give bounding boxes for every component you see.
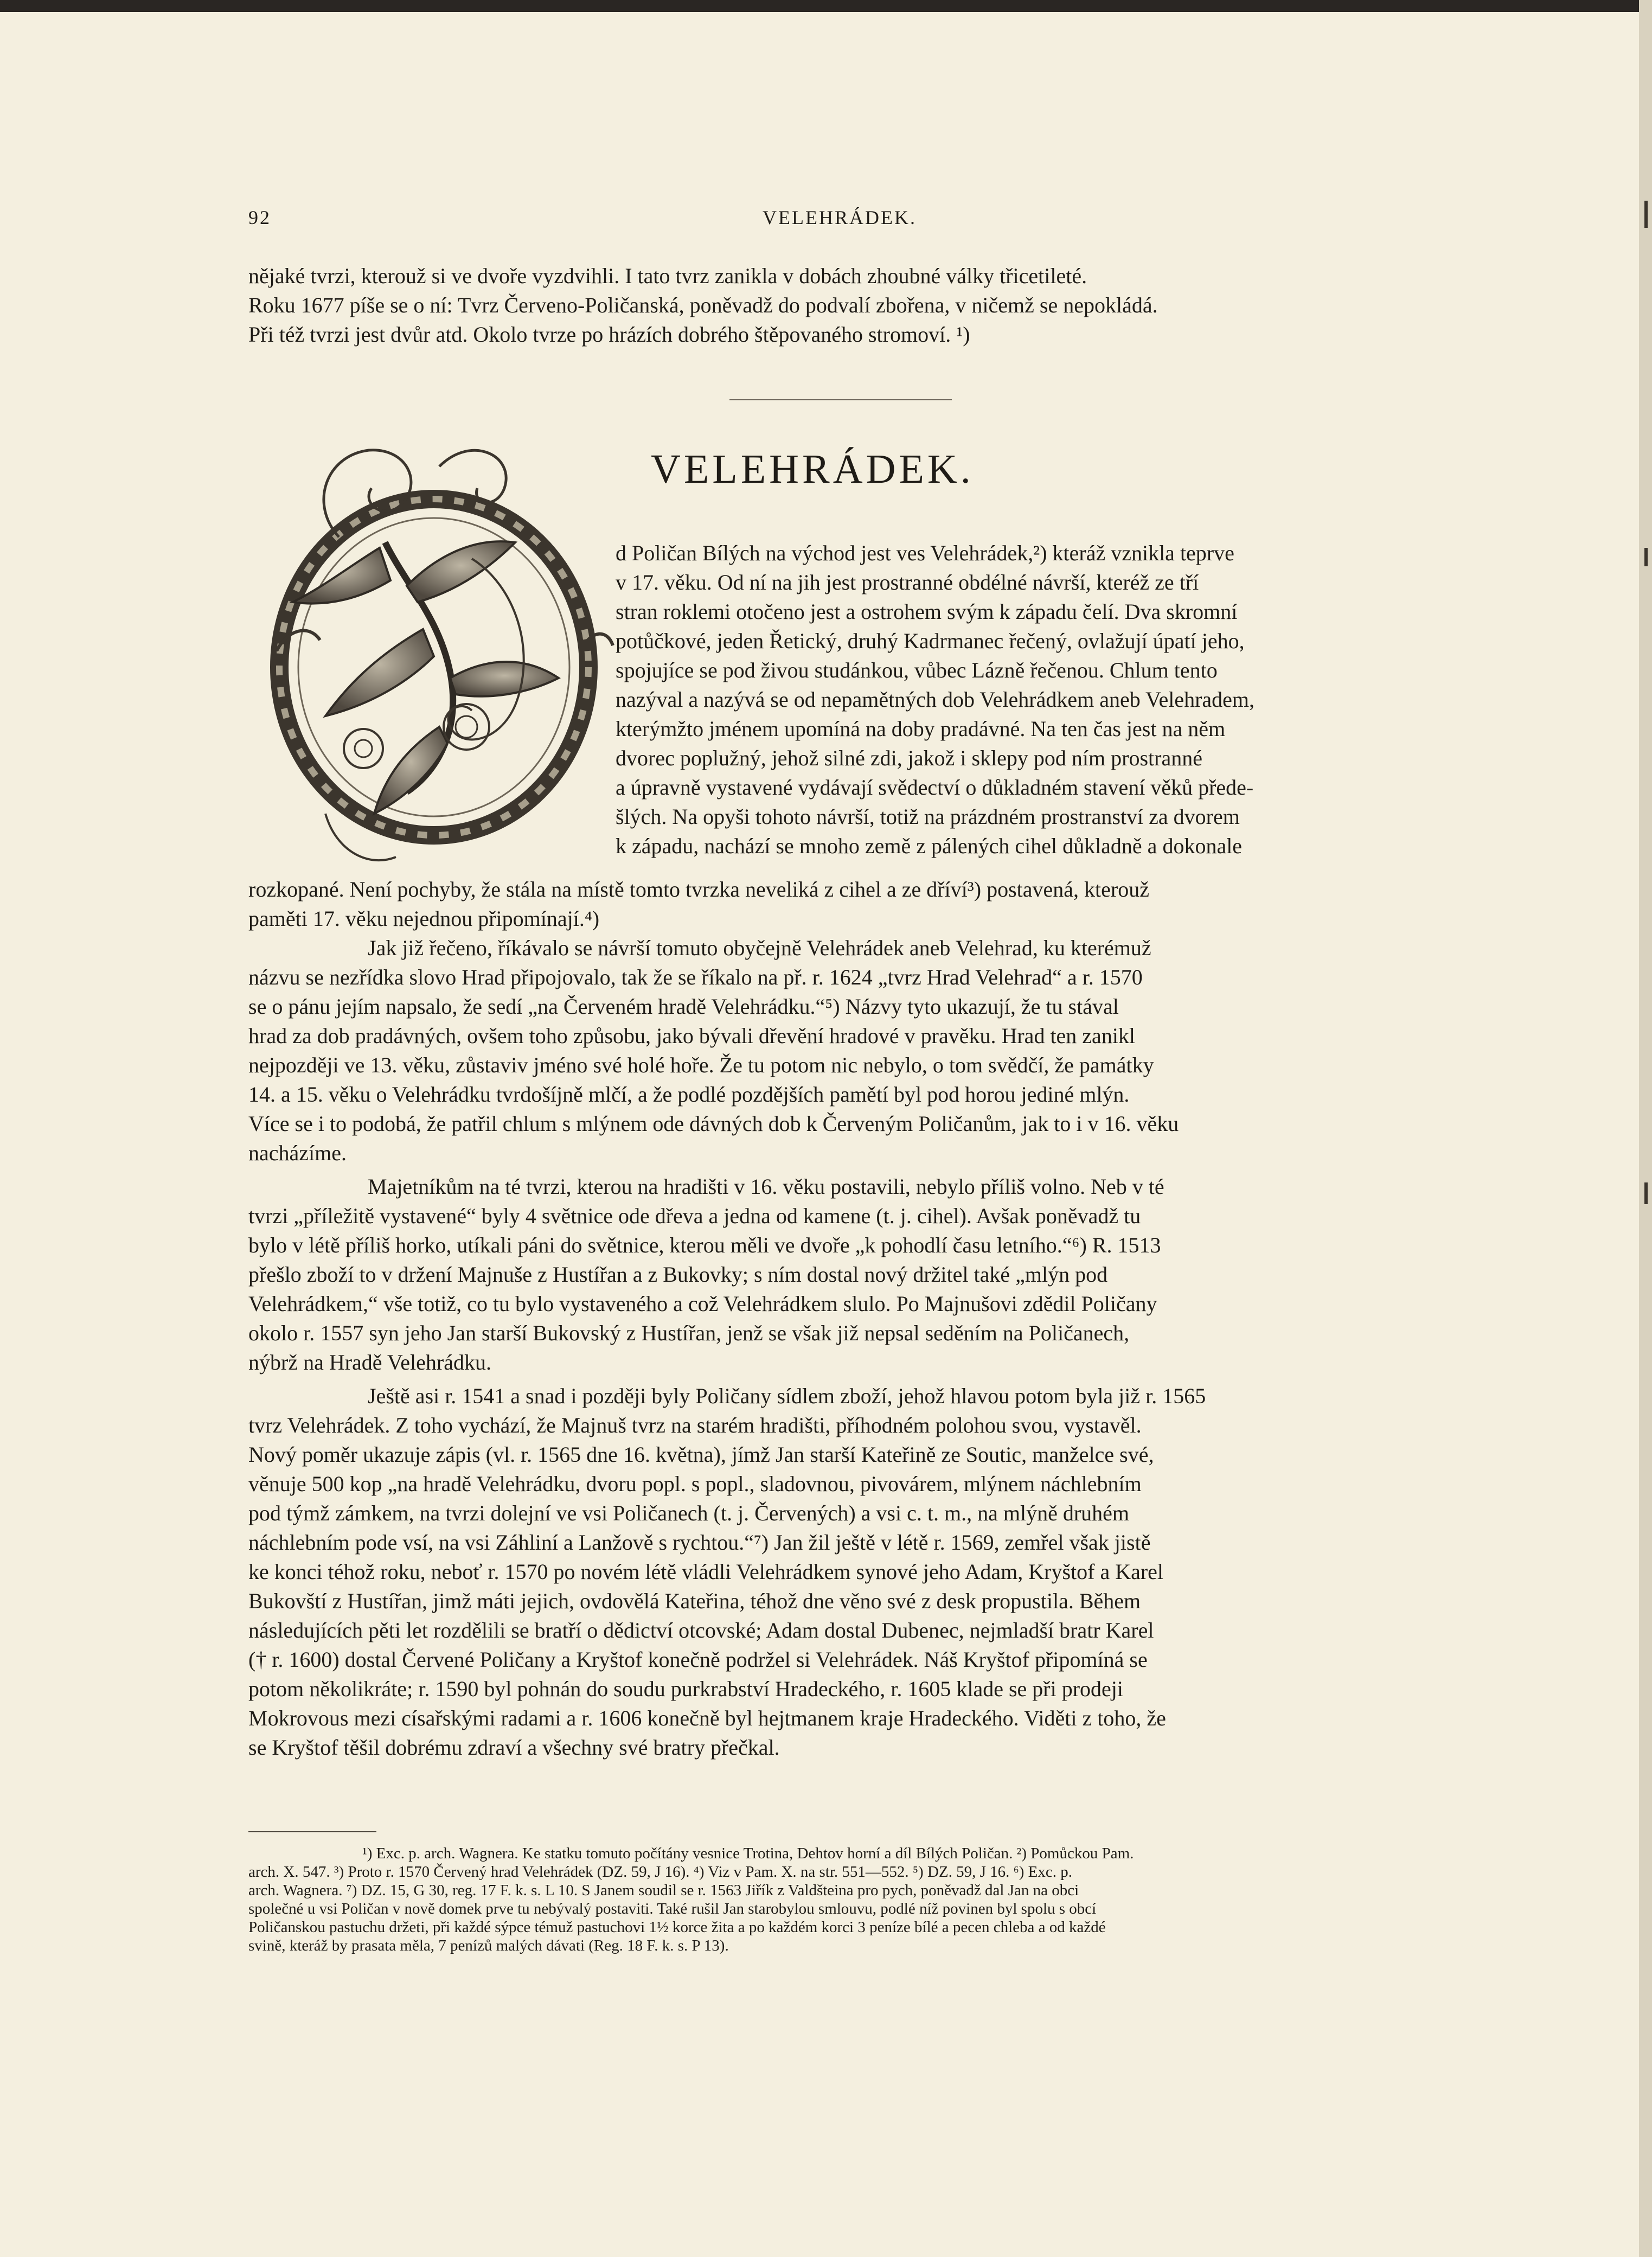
text-line: 14. a 15. věku o Velehrádku tvrdošíjně mlčí, a že podlé pozdějších pamětí byl pod horou jediné mlýn. bbox=[248, 1082, 1130, 1107]
section-divider bbox=[729, 399, 952, 400]
text-line: nejpozději ve 13. věku, zůstaviv jméno své holé hoře. Že tu potom nic nebylo, o tom svědčí, že památky bbox=[248, 1053, 1154, 1077]
text-line: nazýval a nazývá se od nepamětných dob Velehrádkem aneb Velehradem, bbox=[616, 687, 1255, 712]
footnote-line: arch. X. 547. ³) Proto r. 1570 Červený hrad Velehrádek (DZ. 59, J 16). ⁴) Viz v Pam. X. na str. 551—552. ⁵) DZ. 59, J 16. ⁶) Exc. p. bbox=[248, 1863, 1072, 1881]
footnote-line: arch. Wagnera. ⁷) DZ. 15, G 30, reg. 17 F. k. s. L 10. S Janem soudil se r. 1563 Jiřík z Valdšteina pro pych, poněvadž dal Jan na obci bbox=[248, 1882, 1079, 1899]
text-line: nacházíme. bbox=[248, 1141, 347, 1165]
text-line: následujících pěti let rozdělili se bratří o dědictví otcovské; Adam dostal Dubenec, nejmladší bratr Karel bbox=[248, 1618, 1154, 1642]
text-line: přešlo zboží to v držení Majnuše z Hustířan a z Bukovky; s ním dostal nový držitel také „mlýn pod bbox=[248, 1262, 1108, 1287]
text-line: tvrz Velehrádek. Z toho vychází, že Majnuš tvrz na starém hradišti, příhodném polohou svou, vystavěl. bbox=[248, 1413, 1142, 1437]
running-head bbox=[248, 206, 1431, 239]
footnote-divider bbox=[248, 1831, 376, 1832]
text-line: názvu se nezřídka slovo Hrad připojovalo, tak že se říkalo na př. r. 1624 „tvrz Hrad Velehrad“ a r. 1570 bbox=[248, 965, 1143, 989]
footnotes bbox=[248, 1844, 1431, 1955]
paragraph bbox=[248, 934, 1431, 1168]
text-line: stran roklemi otočeno jest a ostrohem svým k západu čelí. Dva skromní bbox=[616, 599, 1238, 624]
text-line: kterýmžto jménem upomíná na doby pradávné. Na ten čas jest na něm bbox=[616, 717, 1226, 741]
text-line: pod týmž zámkem, na tvrzi dolejní ve vsi Poličanech (t. j. Červených) a vsi c. t. m., na mlýně druhém bbox=[248, 1501, 1130, 1525]
main-text bbox=[248, 875, 1431, 1762]
text-line: se Kryštof těšil dobrému zdraví a všechny své bratry přečkal. bbox=[248, 1735, 780, 1760]
text-line: Roku 1677 píše se o ní: Tvrz Červeno-Poličanská, poněvadž do podvalí zbořena, v ničemž se nepokládá. bbox=[248, 293, 1158, 317]
text-line: Bukovští z Hustířan, jimž máti jejich, ovdovělá Kateřina, téhož dne věno své z desk propustila. Během bbox=[248, 1589, 1141, 1613]
text-line: paměti 17. věku nejednou připomínají.⁴) bbox=[248, 906, 600, 931]
text-line: Při též tvrzi jest dvůr atd. Okolo tvrze po hrázích dobrého štěpovaného stromoví. ¹) bbox=[248, 322, 970, 347]
footnote-line: Poličanskou pastuchu držeti, při každé sýpce témuž pastuchovi 1½ korce žita a po každém korci 3 peníze bílé a pecen chleba a od každé bbox=[248, 1919, 1106, 1936]
text-line: okolo r. 1557 syn jeho Jan starší Bukovský z Hustířan, jenž se však již nepsal seděním na Poličanech, bbox=[248, 1321, 1130, 1345]
chapter-title: VELEHRÁDEK. bbox=[651, 446, 974, 492]
text-line: Majetníkům na té tvrzi, kterou na hradišti v 16. věku postavili, nebylo příliš volno. Neb v té bbox=[368, 1174, 1164, 1199]
footnote-line: společné u vsi Poličan v nově domek prve tu nebývalý postaviti. Také rušil Jan starobylou smlouvu, podlé níž povinen byl spolu s obcí bbox=[248, 1900, 1097, 1917]
text-line: potom několikráte; r. 1590 byl pohnán do soudu purkrabství Hradeckého, r. 1605 klade se při prodeji bbox=[248, 1677, 1124, 1701]
text-line: potůčkové, jeden Řetický, druhý Kadrmanec řečený, ovlažují úpatí jeho, bbox=[616, 629, 1245, 653]
text-line: Ještě asi r. 1541 a snad i později byly Poličany sídlem zboží, jehož hlavou potom byla již r. 1565 bbox=[368, 1384, 1206, 1408]
text-line: d Poličan Bílých na východ jest ves Velehrádek,²) kteráž vznikla teprve bbox=[616, 541, 1234, 565]
narrow-column-paragraph bbox=[616, 539, 1431, 861]
running-title: VELEHRÁDEK. bbox=[763, 207, 917, 228]
text-line: († r. 1600) dostal Červené Poličany a Kryštof konečně podržel si Velehrádek. Náš Kryštof připomíná se bbox=[248, 1647, 1148, 1672]
text-line: dvorec poplužný, jehož silné zdi, jakož i sklepy pod ním prostranné bbox=[616, 746, 1202, 770]
text-line: Jak již řečeno, říkávalo se návrší tomuto obyčejně Velehrádek aneb Velehrad, ku kterémuž bbox=[368, 936, 1151, 960]
text-line: spojujíce se pod živou studánkou, vůbec Lázně řečenou. Chlum tento bbox=[616, 658, 1218, 682]
text-line: tvrzi „příležitě vystavené“ byly 4 světnice ode dřeva a jedna od kamene (t. j. cihel). Avšak poněvadž tu bbox=[248, 1204, 1141, 1228]
text-line: věnuje 500 kop „na hradě Velehrádku, dvoru popl. s popl., sladovnou, pivovárem, mlýnem náchlebním bbox=[248, 1472, 1142, 1496]
text-line: šlých. Na opyši tohoto návrší, totiž na prázdném prostranství za dvorem bbox=[616, 804, 1240, 829]
text-line: Nový poměr ukazuje zápis (vl. r. 1565 dne 16. května), jímž Jan starší Kateřině ze Soutic, manželce své, bbox=[248, 1442, 1154, 1467]
paragraph bbox=[248, 1172, 1431, 1377]
text-line: Více se i to podobá, že patřil chlum s mlýnem ode dávných dob k Červeným Poličanům, jak to i v 16. věku bbox=[248, 1111, 1179, 1136]
text-line: v 17. věku. Od ní na jih jest prostranné obdélné návrší, kteréž ze tří bbox=[616, 570, 1199, 594]
page-number: 92 bbox=[248, 207, 271, 228]
text-line: a úpravně vystavené vydávají svědectví o důkladném stavení věků předе- bbox=[616, 775, 1254, 800]
paragraph bbox=[248, 875, 1431, 934]
text-line: k západu, nachází se mnoho země z pálených cihel důkladně a dokonale bbox=[616, 834, 1243, 858]
text-line: Mokrovous mezi císařskými radami a r. 1606 konečně byl hejtmanem kraje Hradeckého. Viděti z toho, že bbox=[248, 1706, 1166, 1730]
text-line: Velehrádkem,“ vše totiž, co tu bylo vystaveného a což Velehrádkem slulo. Po Majnušovi zdědil Poličany bbox=[248, 1291, 1157, 1316]
text-line: hrad za dob pradávných, ovšem toho způsobu, jako bývali dřevění hradové v pravěku. Hrad ten zanikl bbox=[248, 1024, 1136, 1048]
paragraph bbox=[248, 1382, 1431, 1762]
text-line: ke konci téhož roku, neboť r. 1570 po novém létě vládli Velehrádkem synové jeho Adam, Kryštof a Karel bbox=[248, 1559, 1164, 1584]
text-line: rozkopané. Není pochyby, že stála na místě tomto tvrzka neveliká z cihel a ze dříví³) postavená, kterouž bbox=[248, 877, 1149, 901]
text-line: nějaké tvrzi, kterouž si ve dvoře vyzdvihli. I tato tvrz zanikla v dobách zhoubné války třicetileté. bbox=[248, 264, 1087, 288]
ornamental-initial-o-icon bbox=[244, 423, 618, 890]
intro-paragraph bbox=[248, 261, 1431, 349]
text-line: nýbrž na Hradě Velehrádku. bbox=[248, 1350, 491, 1374]
footnote-line: svině, kteráž by prasata měla, 7 penízů malých dávati (Reg. 18 F. k. s. P 13). bbox=[248, 1937, 729, 1954]
text-line: se o pánu jejím napsalo, že sedí „na Červeném hradě Velehrádku.“⁵) Názvy tyto ukazují, že tu stával bbox=[248, 994, 1119, 1019]
text-line: bylo v létě příliš horko, utíkali páni do světnice, kterou měli ve dvoře „k pohodlí času letního.“⁶) R. 1513 bbox=[248, 1233, 1161, 1257]
footnote-line: ¹) Exc. p. arch. Wagnera. Ke statku tomuto počítány vesnice Trotina, Dehtov horní a díl Bílých Poličan. ²) Pomůckou Pam. bbox=[362, 1845, 1134, 1862]
text-line: náchlebním pode vsí, na vsi Záhliní a Lanžově s rychtou.“⁷) Jan žil ještě v létě r. 1569, zemřel však jistě bbox=[248, 1530, 1151, 1555]
